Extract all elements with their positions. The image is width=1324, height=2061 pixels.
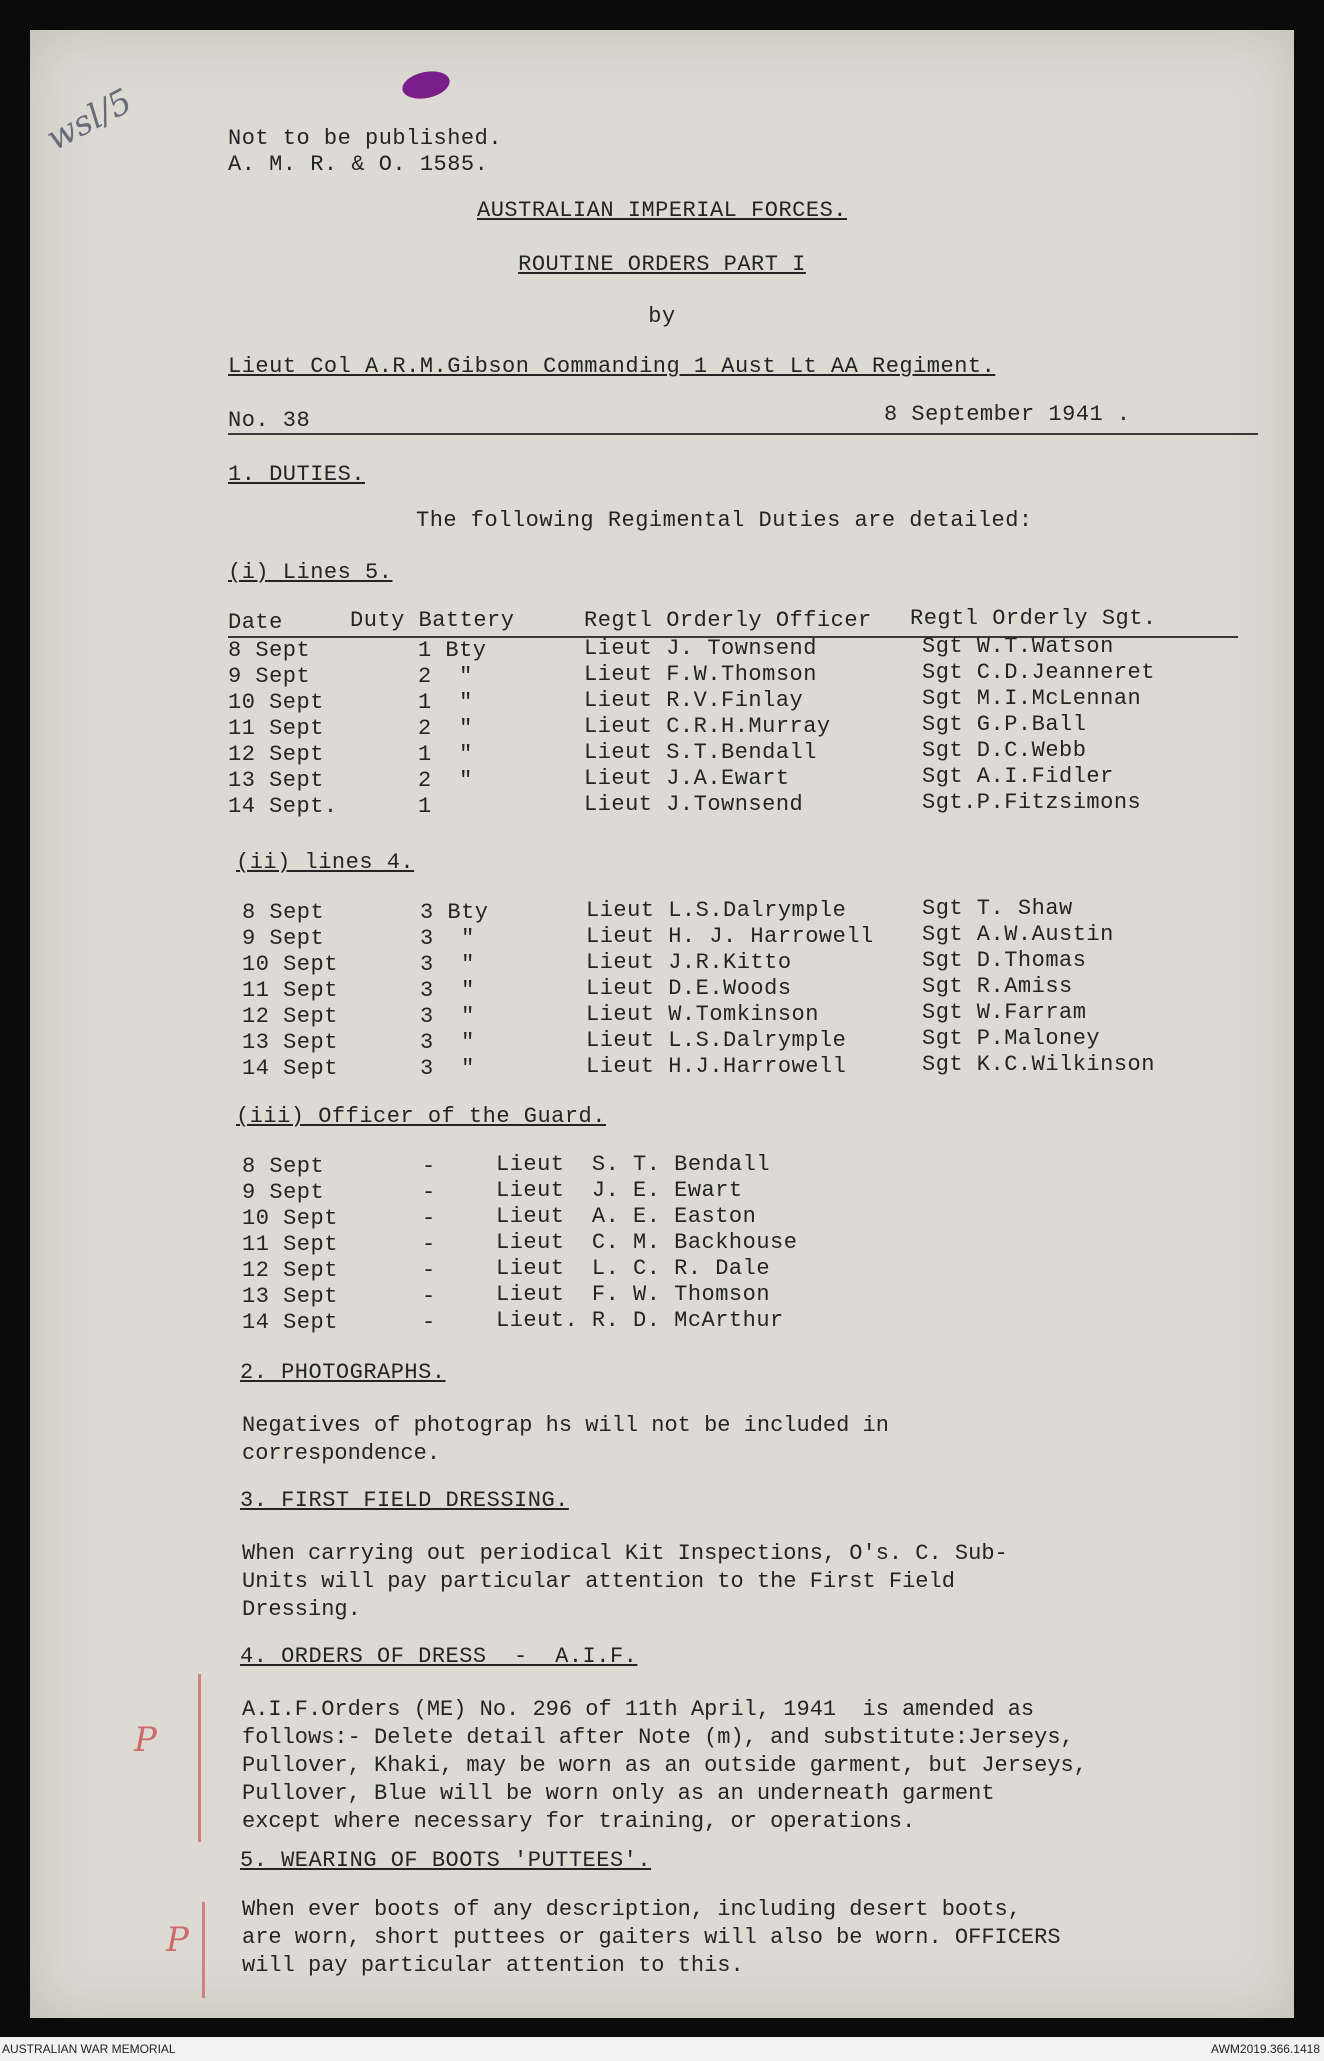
table-row-officer: Lieut L.S.Dalrymple [586, 898, 847, 923]
table-row-battery: 3 " [420, 978, 475, 1003]
order-date: 8 September 1941 . [884, 402, 1131, 427]
table-row-dash: - [422, 1206, 436, 1231]
table-row-sgt: Sgt M.I.McLennan [922, 686, 1142, 711]
ink-blot [400, 67, 452, 102]
table-row-date: 8 Sept [242, 900, 325, 925]
table-row-sgt: Sgt A.I.Fidler [922, 764, 1114, 789]
table-row-dash: - [422, 1284, 436, 1309]
archive-name: AUSTRALIAN WAR MEMORIAL [2, 2042, 176, 2056]
table-row-sgt: Sgt R.Amiss [922, 974, 1073, 999]
column-orderly-sgt: Regtl Orderly Sgt. [910, 606, 1157, 631]
table-row-officer: Lieut. R. D. McArthur [496, 1308, 784, 1333]
table-row-date: 13 Sept [242, 1284, 338, 1309]
table-row-date: 12 Sept [242, 1258, 338, 1283]
table-row-sgt: Sgt G.P.Ball [922, 712, 1087, 737]
commander-line: Lieut Col A.R.M.Gibson Commanding 1 Aust Lt AA Regiment. [228, 354, 996, 379]
margin-line [198, 1674, 201, 1842]
table-row-officer: Lieut F. W. Thomson [496, 1282, 771, 1307]
table-row-date: 12 Sept [242, 1004, 338, 1029]
table-row-dash: - [422, 1232, 436, 1257]
handwritten-note: wsl/5 [39, 81, 139, 159]
table-row-dash: - [422, 1310, 436, 1335]
table-row-officer: Lieut J. Townsend [584, 636, 817, 661]
column-duty-battery: Duty Battery [350, 608, 515, 633]
table-row-sgt: Sgt D.Thomas [922, 948, 1087, 973]
duties-heading: 1. DUTIES. [228, 462, 366, 487]
boots-body: When ever boots of any description, including desert boots, are worn, short puttees or gaiters will also be worn. OFFICERS will pay particular attention to this. [242, 1897, 1061, 1978]
duties-intro: The following Regimental Duties are detailed: [416, 508, 1033, 533]
dress-body: A.I.F.Orders (ME) No. 296 of 11th April, 1941 is amended as follows:- Delete detail after Note (m), and substitute:Jerseys, Pullover, Khaki, may be worn as an outside garment, but Jerseys, Pullover, Blue will be worn only as an underneath garment except where necessary for training, or operations. [242, 1697, 1087, 1834]
margin-line [202, 1902, 205, 1998]
restriction-note: Not to be published. [228, 126, 503, 151]
table-row-dash: - [422, 1180, 436, 1205]
table-row-date: 11 Sept [242, 978, 338, 1003]
table-row-date: 14 Sept. [228, 794, 338, 819]
table-row-battery: 3 " [420, 1030, 475, 1055]
table-row-officer: Lieut A. E. Easton [496, 1204, 757, 1229]
table-row-officer: Lieut F.W.Thomson [584, 662, 817, 687]
table-row-date: 13 Sept [242, 1030, 338, 1055]
force-title: AUSTRALIAN IMPERIAL FORCES. [477, 198, 847, 223]
table-row-battery: 3 " [420, 1056, 475, 1081]
table-row-officer: Lieut J.A.Ewart [584, 766, 790, 791]
table-row-sgt: Sgt A.W.Austin [922, 922, 1114, 947]
table-row-battery: 1 " [418, 690, 473, 715]
order-number: No. 38 [228, 408, 311, 433]
column-date: Date [228, 610, 283, 635]
table-row-battery: 3 " [420, 926, 475, 951]
column-orderly-officer: Regtl Orderly Officer [584, 608, 872, 633]
dress-heading: 4. ORDERS OF DRESS - A.I.F. [240, 1644, 638, 1669]
table-row-sgt: Sgt C.D.Jeanneret [922, 660, 1155, 685]
table-row-battery: 1 " [418, 742, 473, 767]
table-row-date: 12 Sept [228, 742, 324, 767]
margin-mark: P [166, 1920, 189, 1960]
table-row-sgt: Sgt K.C.Wilkinson [922, 1052, 1155, 1077]
lines5-heading: (i) Lines 5. [228, 560, 393, 585]
table-row-officer: Lieut J.R.Kitto [586, 950, 792, 975]
first-field-heading: 3. FIRST FIELD DRESSING. [240, 1488, 569, 1513]
photographs-heading: 2. PHOTOGRAPHS. [240, 1360, 446, 1385]
table-row-date: 10 Sept [228, 690, 324, 715]
orders-title: ROUTINE ORDERS PART I [518, 252, 806, 277]
table-row-battery: 2 " [418, 664, 473, 689]
table-row-sgt: Sgt W.T.Watson [922, 634, 1114, 659]
table-row-dash: - [422, 1154, 436, 1179]
table-row-sgt: Sgt T. Shaw [922, 896, 1073, 921]
table-row-date: 8 Sept [242, 1154, 325, 1179]
table-row-date: 13 Sept [228, 768, 324, 793]
table-row-sgt: Sgt W.Farram [922, 1000, 1087, 1025]
table-row-battery: 3 " [420, 952, 475, 977]
table-row-date: 11 Sept [242, 1232, 338, 1257]
document-page [30, 30, 1294, 2018]
table-row-officer: Lieut S.T.Bendall [584, 740, 817, 765]
table-row-date: 14 Sept [242, 1310, 338, 1335]
table-row-date: 9 Sept [242, 1180, 325, 1205]
table-row-battery: 3 Bty [420, 900, 489, 925]
table-row-officer: Lieut C.R.H.Murray [584, 714, 831, 739]
table-row-date: 9 Sept [228, 664, 311, 689]
archive-footer [0, 2037, 1324, 2061]
table-row-sgt: Sgt D.C.Webb [922, 738, 1087, 763]
table-row-officer: Lieut L.S.Dalrymple [586, 1028, 847, 1053]
table-row-officer: Lieut S. T. Bendall [496, 1152, 771, 1177]
boots-heading: 5. WEARING OF BOOTS 'PUTTEES'. [240, 1848, 652, 1873]
table-row-battery: 2 " [418, 768, 473, 793]
table-row-battery: 2 " [418, 716, 473, 741]
guard-heading: (iii) Officer of the Guard. [236, 1104, 606, 1129]
table-row-date: 14 Sept [242, 1056, 338, 1081]
lines4-heading: (ii) lines 4. [236, 850, 415, 875]
by-line: by [648, 304, 676, 329]
photographs-body: Negatives of photograp hs will not be included in correspondence. [242, 1413, 889, 1466]
table-row-date: 10 Sept [242, 952, 338, 977]
table-row-officer: Lieut R.V.Finlay [584, 688, 804, 713]
table-row-sgt: Sgt P.Maloney [922, 1026, 1101, 1051]
table-row-battery: 1 [418, 794, 432, 819]
table-row-battery: 3 " [420, 1004, 475, 1029]
table-row-officer: Lieut J.Townsend [584, 792, 804, 817]
table-row-officer: Lieut D.E.Woods [586, 976, 792, 1001]
table-row-date: 10 Sept [242, 1206, 338, 1231]
table-row-sgt: Sgt.P.Fitzsimons [922, 790, 1142, 815]
table-row-dash: - [422, 1258, 436, 1283]
table-row-date: 9 Sept [242, 926, 325, 951]
reference-number: A. M. R. & O. 1585. [228, 152, 489, 177]
first-field-body: When carrying out periodical Kit Inspections, O's. C. Sub- Units will pay particular attention to the First Field Dressing. [242, 1541, 1008, 1622]
header-rule [228, 433, 1258, 435]
table-row-officer: Lieut W.Tomkinson [586, 1002, 819, 1027]
table-row-date: 11 Sept [228, 716, 324, 741]
table-row-officer: Lieut J. E. Ewart [496, 1178, 743, 1203]
table-row-officer: Lieut H. J. Harrowell [586, 924, 874, 949]
margin-mark: P [134, 1720, 157, 1760]
table-row-battery: 1 Bty [418, 638, 487, 663]
archive-id: AWM2019.366.1418 [1211, 2042, 1320, 2056]
table-row-officer: Lieut L. C. R. Dale [496, 1256, 771, 1281]
table-row-officer: Lieut C. M. Backhouse [496, 1230, 798, 1255]
table-row-date: 8 Sept [228, 638, 311, 663]
table-row-officer: Lieut H.J.Harrowell [586, 1054, 847, 1079]
